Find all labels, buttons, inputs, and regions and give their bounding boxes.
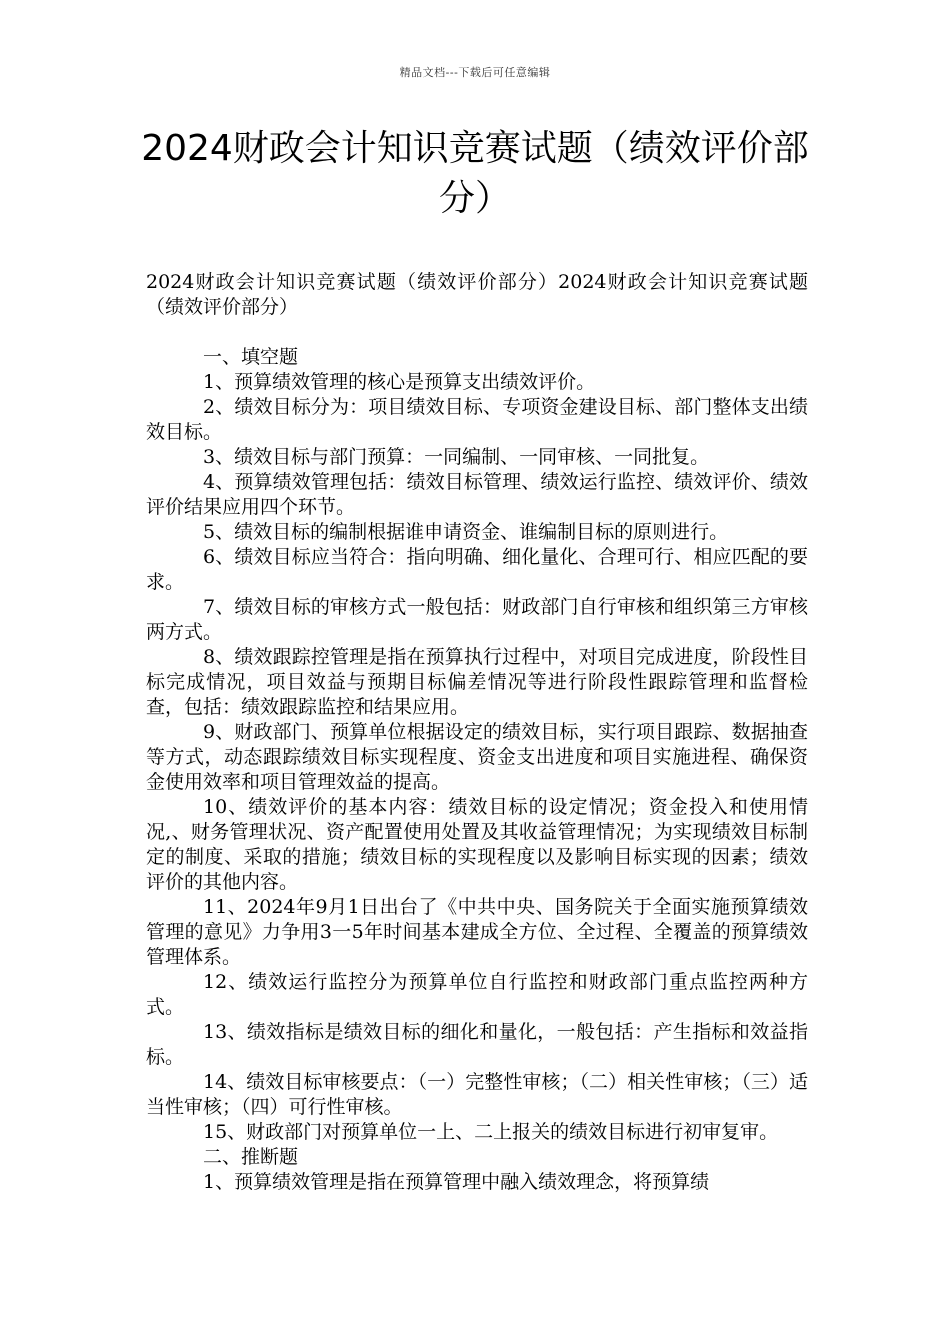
list-item: 10、绩效评价的基本内容：绩效目标的设定情况；资金投入和使用情况,、财务管理状况、资产配置使用处置及其收益管理情况；为实现绩效目标制定的制度、采取的措施；绩效目标的实现程度以及影响目标实现的因素；绩效评价的其他内容。 bbox=[146, 796, 808, 893]
list-item: 4、预算绩效管理包括：绩效目标管理、绩效运行监控、绩效评价、绩效评价结果应用四个环节。 bbox=[146, 471, 808, 518]
header-note: 精品文档---下载后可任意编辑 bbox=[399, 66, 551, 79]
list-item: 1、预算绩效管理的核心是预算支出绩效评价。 bbox=[203, 371, 596, 393]
list-item: 15、财政部门对预算单位一上、二上报关的绩效目标进行初审复审。 bbox=[203, 1121, 779, 1143]
list-item: 12、绩效运行监控分为预算单位自行监控和财政部门重点监控两种方式。 bbox=[146, 971, 808, 1018]
list-item: 2、绩效目标分为：项目绩效目标、专项资金建设目标、部门整体支出绩效目标。 bbox=[146, 396, 808, 443]
document-title: 2024财政会计知识竞赛试题（绩效评价部分） bbox=[141, 128, 809, 219]
list-item: 7、绩效目标的审核方式一般包括：财政部门自行审核和组织第三方审核两方式。 bbox=[146, 596, 808, 643]
list-item: 8、绩效跟踪控管理是指在预算执行过程中，对项目完成进度，阶段性目标完成情况，项目效益与预期目标偏差情况等进行阶段性跟踪管理和监督检查，包括：绩效跟踪监控和结果应用。 bbox=[146, 646, 808, 718]
list-item: 1、预算绩效管理是指在预算管理中融入绩效理念，将预算绩 bbox=[203, 1171, 710, 1193]
section-heading-fill-in: 一、填空题 bbox=[203, 346, 299, 368]
document-body bbox=[146, 270, 808, 1195]
list-item: 5、绩效目标的编制根据谁申请资金、谁编制目标的原则进行。 bbox=[203, 521, 729, 543]
list-item: 6、绩效目标应当符合：指向明确、细化量化、合理可行、相应匹配的要求。 bbox=[146, 546, 808, 593]
list-item: 3、绩效目标与部门预算：一同编制、一同审核、一同批复。 bbox=[203, 446, 710, 468]
list-item: 9、财政部门、预算单位根据设定的绩效目标，实行项目跟踪、数据抽查等方式，动态跟踪绩效目标实现程度、资金支出进度和项目实施进程、确保资金使用效率和项目管理效益的提高。 bbox=[146, 721, 808, 793]
list-item: 14、绩效目标审核要点：（一）完整性审核；（二）相关性审核；（三）适当性审核；（四）可行性审核。 bbox=[146, 1071, 808, 1118]
list-item: 11、2024年9月1日出台了《中共中央、国务院关于全面实施预算绩效管理的意见》力争用3一5年时间基本建成全方位、全过程、全覆盖的预算绩效管理体系。 bbox=[146, 896, 808, 968]
list-item: 13、绩效指标是绩效目标的细化和量化，一般包括：产生指标和效益指标。 bbox=[146, 1021, 808, 1068]
intro-paragraph: 2024财政会计知识竞赛试题（绩效评价部分）2024财政会计知识竞赛试题（绩效评价部分） bbox=[146, 271, 808, 318]
section-heading-judgement: 二、推断题 bbox=[203, 1146, 299, 1168]
